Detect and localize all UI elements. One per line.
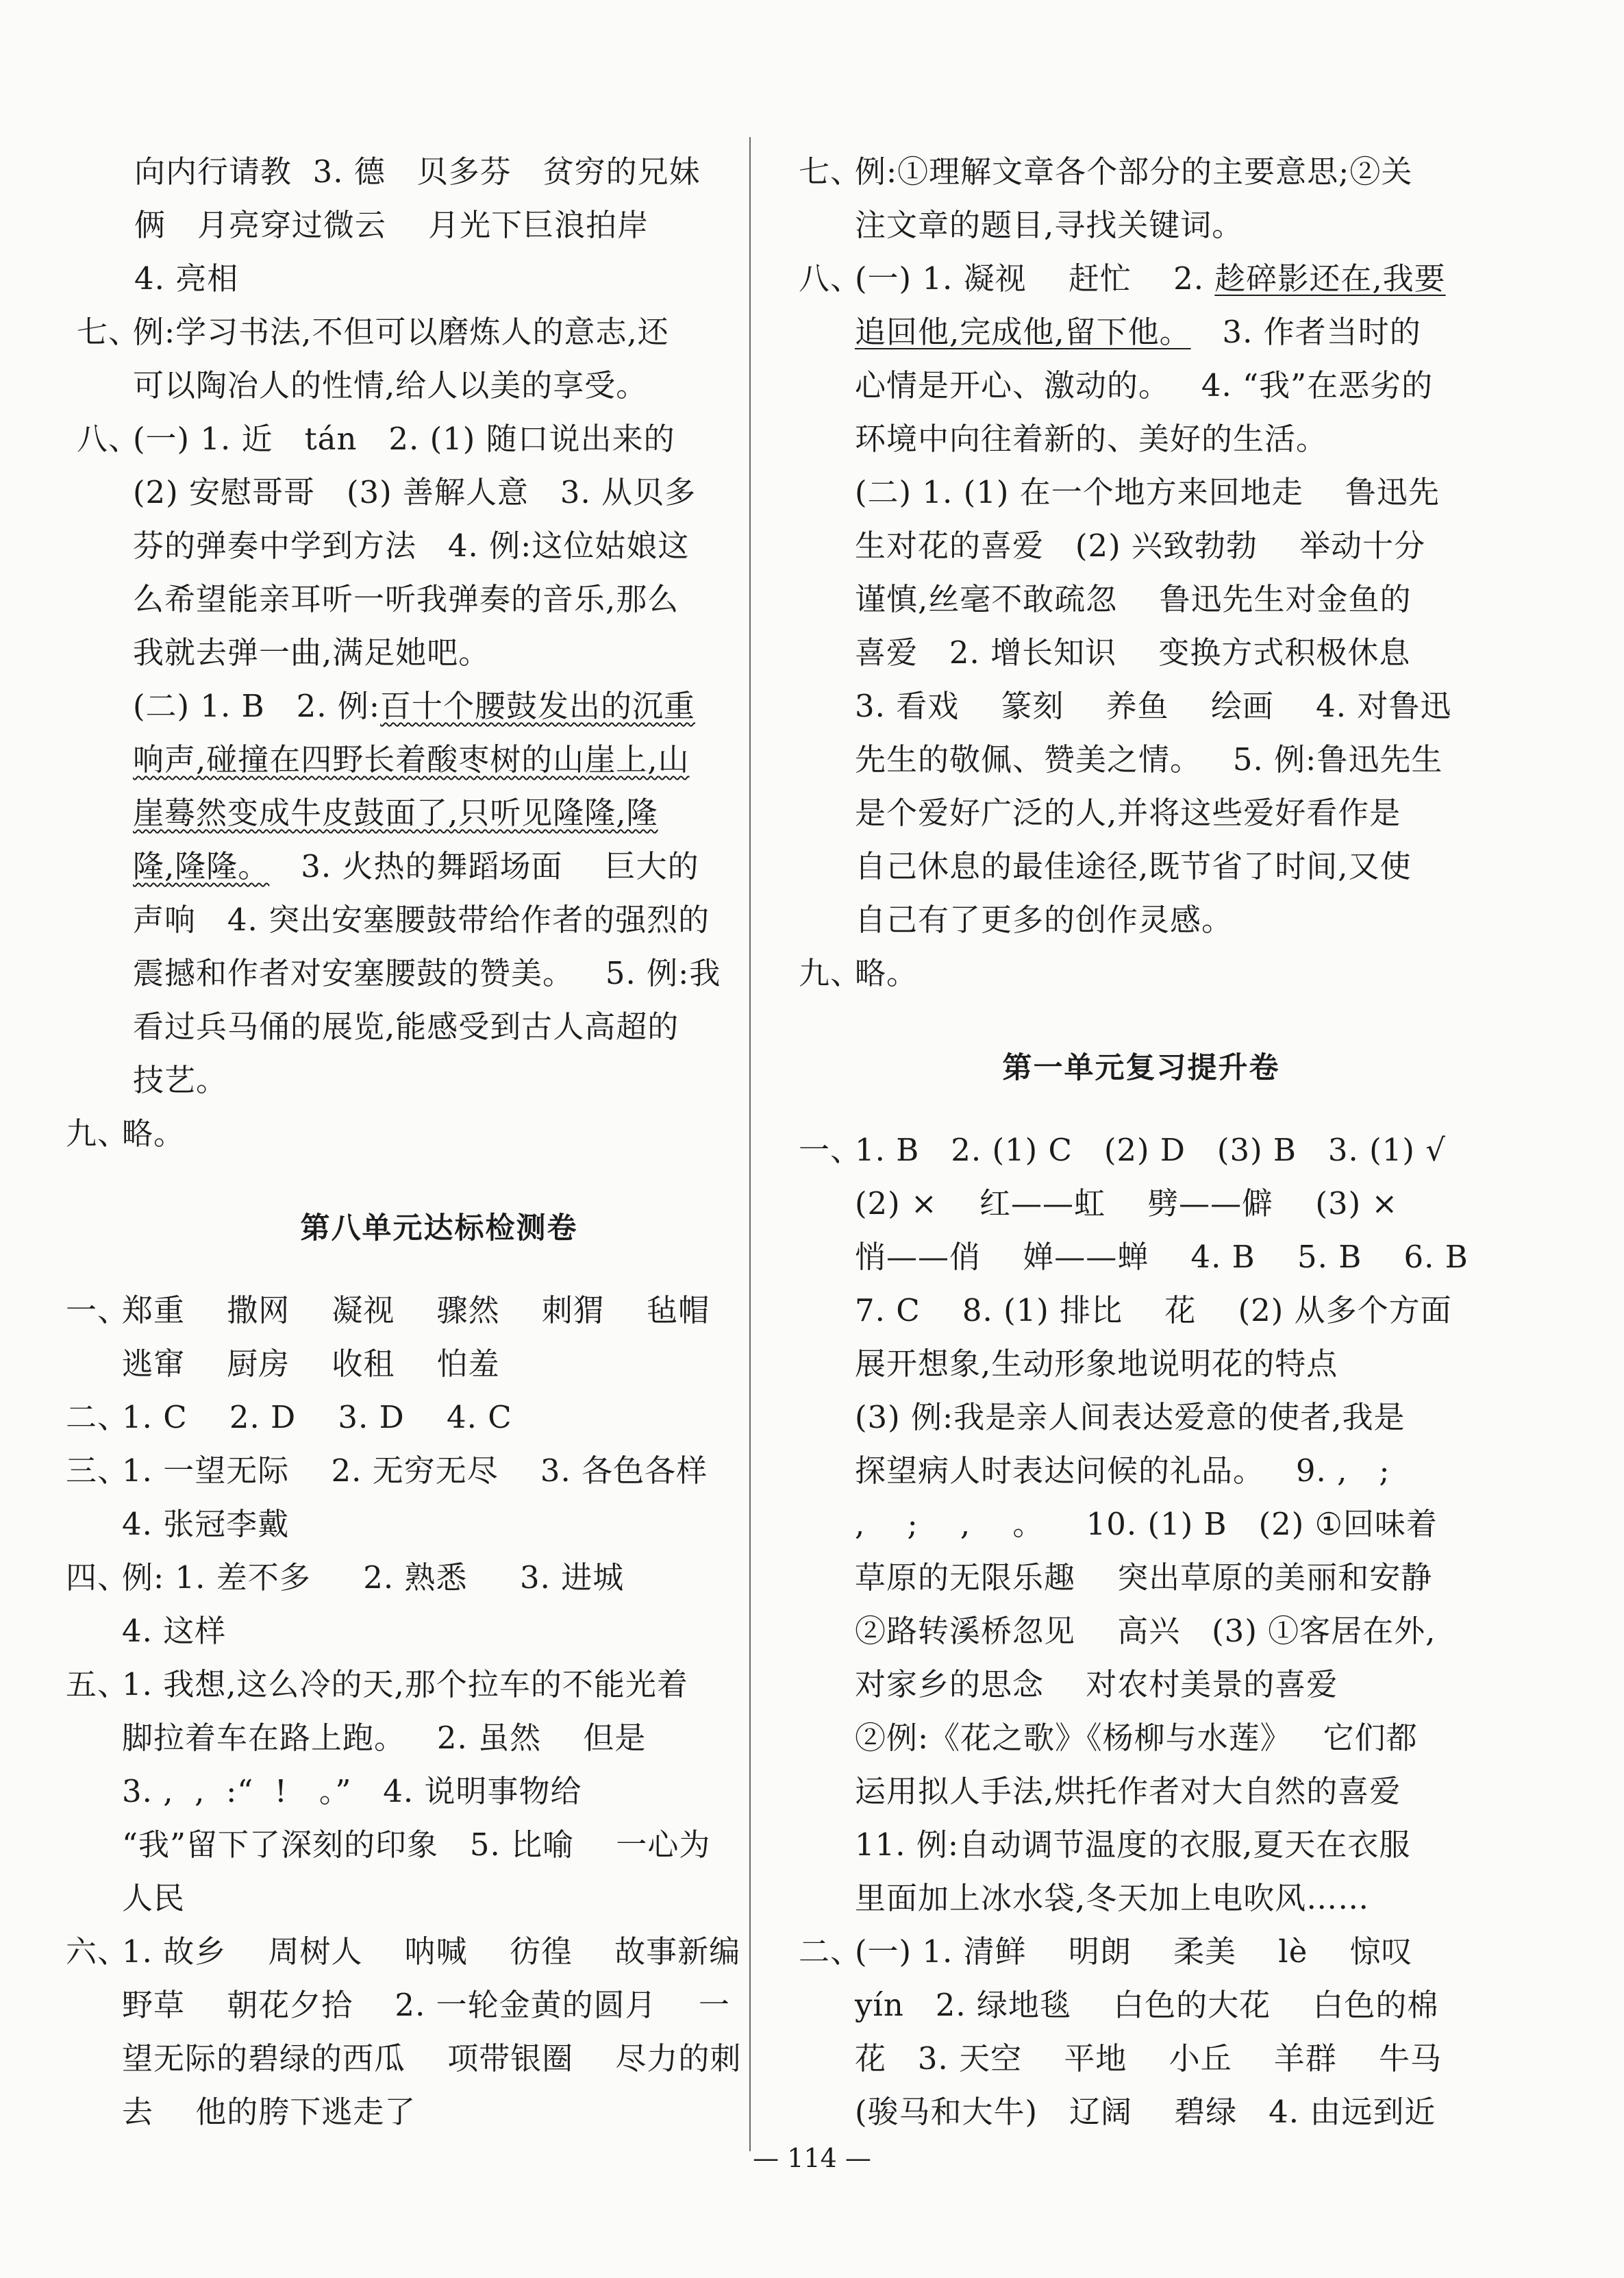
underlined-quote: 追回他,完成他,留下他。: [855, 314, 1191, 350]
text-line: 草原的无限乐趣 突出草原的美丽和安静: [855, 1559, 1433, 1596]
text-line: (一) 1. 清鲜 明朗 柔美 lè 惊叹: [855, 1933, 1413, 1970]
text-line: 喜爱 2. 增长知识 变换方式积极休息: [855, 634, 1411, 671]
text-line: 芬的弹奏中学到方法 4. 例:这位姑娘这: [133, 528, 690, 564]
section-label: 六、: [66, 1933, 129, 1970]
text-line: 1. B 2. (1) C (2) D (3) B 3. (1) √: [855, 1132, 1446, 1168]
text-line: 注文章的题目,寻找关键词。: [855, 207, 1244, 243]
text-line: 3. , , :“ ! 。” 4. 说明事物给: [122, 1773, 582, 1809]
section-label: 五、: [66, 1666, 129, 1703]
text-line: “我”留下了深刻的印象 5. 比喻 一心为: [122, 1827, 711, 1863]
text-line: 例: 1. 差不多 2. 熟悉 3. 进城: [122, 1559, 625, 1596]
page-number: — 114 —: [753, 2143, 871, 2173]
text-line: 例:学习书法,不但可以磨炼人的意志,还: [133, 314, 669, 350]
text-line: 望无际的碧绿的西瓜 项带银圈 尽力的刺: [122, 2040, 742, 2077]
section-label: 二、: [799, 1933, 862, 1970]
text-line: 花 3. 天空 平地 小丘 羊群 牛马: [855, 2040, 1442, 2077]
text-line: 3. 看戏 篆刻 养鱼 绘画 4. 对鲁迅: [855, 688, 1452, 724]
section-label: 七、: [799, 153, 862, 190]
text-line: [59, 680, 744, 733]
text-line: (2) 安慰哥哥 (3) 善解人意 3. 从贝多: [133, 474, 697, 510]
section-san: [59, 1444, 744, 1498]
section-label: 七、: [77, 314, 140, 350]
left-column: [59, 145, 744, 2139]
text-line: [799, 306, 1484, 359]
text-line: , ; , 。 10. (1) B (2) ①回味着: [855, 1506, 1438, 1542]
text-line: 去 他的胯下逃走了: [122, 2094, 416, 2130]
text-line: 7. C 8. (1) 排比 花 (2) 从多个方面: [855, 1292, 1452, 1328]
right-column: [799, 145, 1484, 2139]
wavy-underlined-quote: 响声,碰撞在四野长着酸枣树的山崖上,山: [133, 741, 690, 778]
text-line: 技艺。: [133, 1062, 228, 1098]
text-line: 4. 这样: [122, 1613, 227, 1649]
page-number-value: 114: [787, 2143, 837, 2173]
text-line: 人民: [122, 1880, 186, 1916]
section-qi: [59, 306, 744, 359]
text-line: (3) 例:我是亲人间表达爱意的使者,我是: [855, 1399, 1406, 1435]
section-label: 一、: [66, 1292, 129, 1328]
text-line: 例:①理解文章各个部分的主要意思;②关: [855, 153, 1413, 190]
text-line: 探望病人时表达问候的礼品。 9. , ;: [855, 1452, 1390, 1489]
text-span: 3. 火热的舞蹈场面 巨大的: [269, 848, 699, 884]
text-line: 1. 我想,这么冷的天,那个拉车的不能光着: [122, 1666, 688, 1703]
text-line: ②路转溪桥忽见 高兴 (3) ①客居在外,: [855, 1613, 1436, 1649]
text-line: [59, 787, 744, 840]
text-line: 么希望能亲耳听一听我弹奏的音乐,那么: [133, 581, 679, 617]
section-ba: [59, 412, 744, 466]
text-line: 野草 朝花夕拾 2. 一轮金黄的圆月 一: [122, 1987, 730, 2023]
section-heading: 第一单元复习提升卷: [1002, 1051, 1280, 1085]
text-line: [59, 733, 744, 787]
text-line: 心情是开心、激动的。 4. “我”在恶劣的: [855, 367, 1434, 404]
section-liu: [59, 1925, 744, 1979]
section-label: 八、: [77, 421, 140, 457]
text-line: (2) × 红——虹 劈——僻 (3) ×: [855, 1185, 1399, 1222]
text-line: 4. 张冠李戴: [122, 1506, 290, 1542]
text-line: 是个爱好广泛的人,并将这些爱好看作是: [855, 795, 1401, 831]
section-yi: [59, 1284, 744, 1337]
section-label: 九、: [66, 1115, 129, 1152]
section-yi: [799, 1124, 1484, 1177]
text-line: 声响 4. 突出安塞腰鼓带给作者的强烈的: [133, 902, 710, 938]
text-line: 环境中向往着新的、美好的生活。: [855, 421, 1328, 457]
text-line: 对家乡的思念 对农村美景的喜爱: [855, 1666, 1338, 1703]
text-span: 3. 作者当时的: [1190, 314, 1421, 350]
text-line: 11. 例:自动调节温度的衣服,夏天在衣服: [855, 1827, 1411, 1863]
text-line: 1. 一望无际 2. 无穷无尽 3. 各色各样: [122, 1452, 708, 1489]
underlined-quote: 趁碎影还在,我要: [1214, 260, 1446, 297]
section-wu: [59, 1658, 744, 1711]
section-qi: [799, 145, 1484, 199]
section-jiu: [799, 947, 1484, 1000]
section-heading: 第八单元达标检测卷: [300, 1211, 578, 1246]
section-label: 二、: [66, 1399, 129, 1435]
text-line: (骏马和大牛) 辽阔 碧绿 4. 由远到近: [855, 2094, 1436, 2130]
section-label: 八、: [799, 260, 862, 297]
text-line: 逃窜 厨房 收租 怕羞: [122, 1346, 500, 1382]
text-line: 先生的敬佩、赞美之情。 5. 例:鲁迅先生: [855, 741, 1443, 778]
text-line: 我就去弹一曲,满足她吧。: [133, 634, 490, 671]
text-line: 略。: [855, 955, 919, 991]
wavy-underlined-quote: 隆,隆隆。: [133, 848, 270, 884]
section-label: 九、: [799, 955, 862, 991]
text-line: 向内行请教 3. 德 贝多芬 贫穷的兄妹: [134, 153, 701, 190]
text-line: 里面加上冰水袋,冬天加上电吹风……: [855, 1880, 1370, 1916]
text-line: (一) 1. 近 tán 2. (1) 随口说出来的: [133, 421, 675, 457]
text-line: 谨慎,丝毫不敢疏忽 鲁迅先生对金鱼的: [855, 581, 1412, 617]
text-line: 4. 亮相: [134, 260, 239, 297]
text-line: 1. C 2. D 3. D 4. C: [122, 1399, 512, 1435]
text-line: ②例:《花之歌》《杨柳与水莲》 它们都: [855, 1720, 1418, 1756]
text-line: 俩 月亮穿过微云 月光下巨浪拍岸: [134, 207, 649, 243]
text-line: 展开想象,生动形象地说明花的特点: [855, 1346, 1338, 1382]
text-line: 看过兵马俑的展览,能感受到古人高超的: [133, 1008, 679, 1045]
text-line: 运用拟人手法,烘托作者对大自然的喜爱: [855, 1773, 1401, 1809]
section-er: [799, 1925, 1484, 1979]
text-line: (二) 1. (1) 在一个地方来回地走 鲁迅先: [855, 474, 1440, 510]
text-line: 悄——俏 婵——蝉 4. B 5. B 6. B: [855, 1239, 1469, 1275]
section-label: 三、: [66, 1452, 129, 1489]
section-label: 一、: [799, 1132, 862, 1168]
section-ba: [799, 252, 1484, 306]
text-line: 震撼和作者对安塞腰鼓的赞美。 5. 例:我: [133, 955, 721, 991]
text-line: 郑重 撒网 凝视 骤然 刺猬 毡帽: [122, 1292, 710, 1328]
text-span: (二) 1. B 2. 例:: [133, 688, 381, 724]
text-line: 1. 故乡 周树人 呐喊 彷徨 故事新编: [122, 1933, 741, 1970]
text-line: 脚拉着车在路上跑。 2. 虽然 但是: [122, 1720, 647, 1756]
section-label: 四、: [66, 1559, 129, 1596]
section-er: [59, 1391, 744, 1444]
text-line: 自己休息的最佳途径,既节省了时间,又使: [855, 848, 1412, 884]
wavy-underlined-quote: 百十个腰鼓发出的沉重: [380, 688, 696, 724]
text-line: 生对花的喜爱 (2) 兴致勃勃 举动十分: [855, 528, 1426, 564]
text-span: (一) 1. 凝视 赶忙 2.: [855, 260, 1215, 297]
text-line: 略。: [122, 1115, 186, 1152]
section-jiu: [59, 1107, 744, 1161]
text-line: 可以陶冶人的性情,给人以美的享受。: [133, 367, 648, 404]
text-line: [59, 840, 744, 893]
text-line: 自己有了更多的创作灵感。: [855, 902, 1234, 938]
section-si: [59, 1551, 744, 1605]
wavy-underlined-quote: 崖蓦然变成牛皮鼓面了,只听见隆隆,隆: [133, 795, 658, 831]
column-divider: [749, 137, 751, 2151]
text-line: yín 2. 绿地毯 白色的大花 白色的棉: [855, 1987, 1439, 2023]
